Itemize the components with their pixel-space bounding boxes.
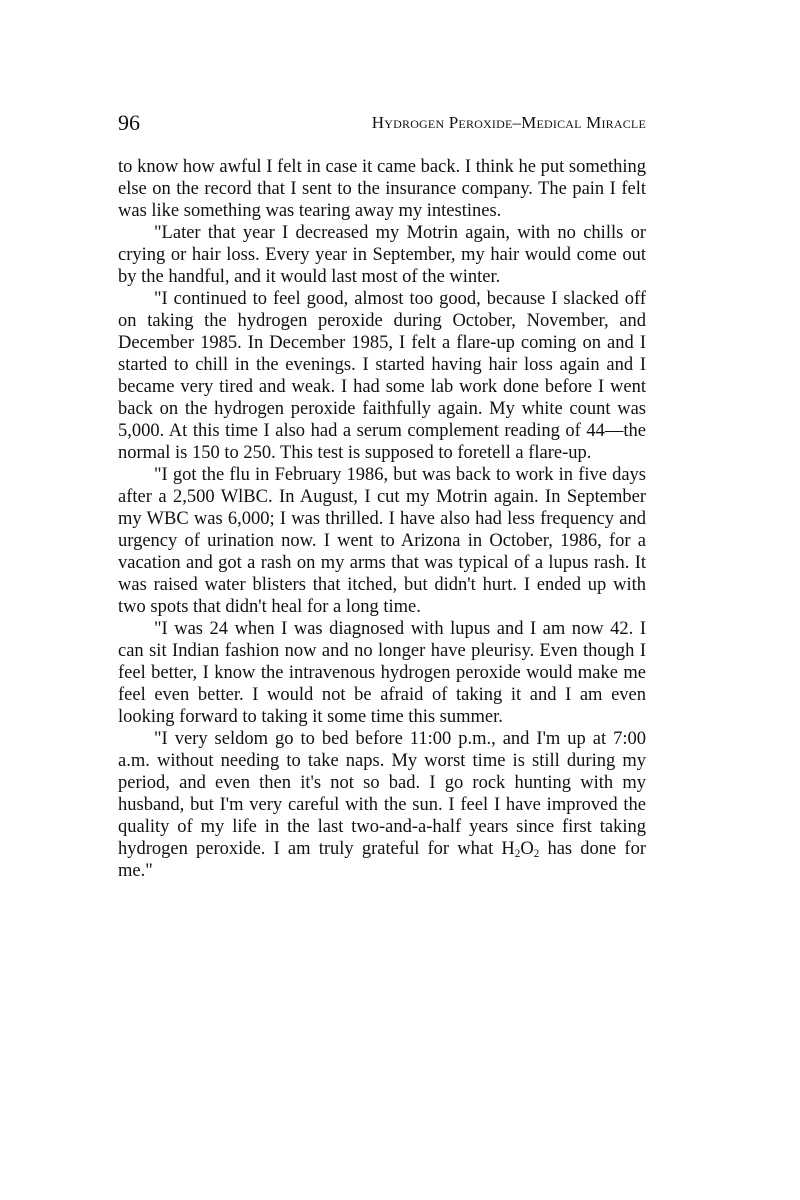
paragraph-4: "I got the flu in February 1986, but was back to work in five days after a 2,500 WlBC. In August, I cut my Motrin again. In September my WBC was 6,000; I was thrilled. I have also had less frequency and urgency of urination now. I went to Arizona in October, 1986, for a vacation and got a rash on my arms that was typical of a lupus rash. It was raised water blisters that itched, but didn't hurt. I ended up with two spots that didn't heal for a long time. bbox=[118, 465, 646, 617]
page-header bbox=[118, 110, 646, 140]
page-number: 96 bbox=[118, 110, 140, 135]
running-head: Hydrogen Peroxide–Medical Miracle bbox=[371, 113, 646, 132]
paragraph-6 bbox=[118, 728, 646, 882]
paragraph-1: to know how awful I felt in case it came back. I think he put something else on the record that I sent to the insurance company. The pain I felt was like something was tearing away my intestines. bbox=[118, 157, 646, 221]
paragraph-6-text-before: "I very seldom go to bed before 11:00 p.m., and I'm up at 7:00 a.m. without needing to take naps. My worst time is still during my period, and even then it's not so bad. I go rock hunting with my husband, but I'm very careful with the sun. I feel I have improved the quality of my life in the last two-and-a-half years since first taking hydrogen peroxide. I am truly grateful for what bbox=[118, 729, 646, 859]
h2o2-formula: $H_2O_2$ bbox=[501, 839, 540, 860]
paragraph-6-text-after: has done for me." bbox=[118, 839, 646, 881]
body-text bbox=[118, 156, 646, 882]
paragraph-5: "I was 24 when I was diagnosed with lupus and I am now 42. I can sit Indian fashion now and no longer have pleurisy. Even though I feel better, I know the intravenous hydrogen peroxide would make me feel even better. I would not be afraid of taking it and I am even looking forward to taking it some time this summer. bbox=[118, 619, 646, 727]
paragraph-2: "Later that year I decreased my Motrin again, with no chills or crying or hair loss. Every year in September, my hair would come out by the handful, and it would last most of the winter. bbox=[118, 223, 646, 287]
paragraph-3: "I continued to feel good, almost too good, because I slacked off on taking the hydrogen peroxide during October, November, and December 1985. In December 1985, I felt a flare-up coming on and I started to chill in the evenings. I started having hair loss again and I became very tired and weak. I had some lab work done before I went back on the hydrogen peroxide faithfully again. My white count was 5,000. At this time I also had a serum complement reading of 44—the normal is 150 to 250. This test is supposed to foretell a flare-up. bbox=[118, 289, 646, 463]
